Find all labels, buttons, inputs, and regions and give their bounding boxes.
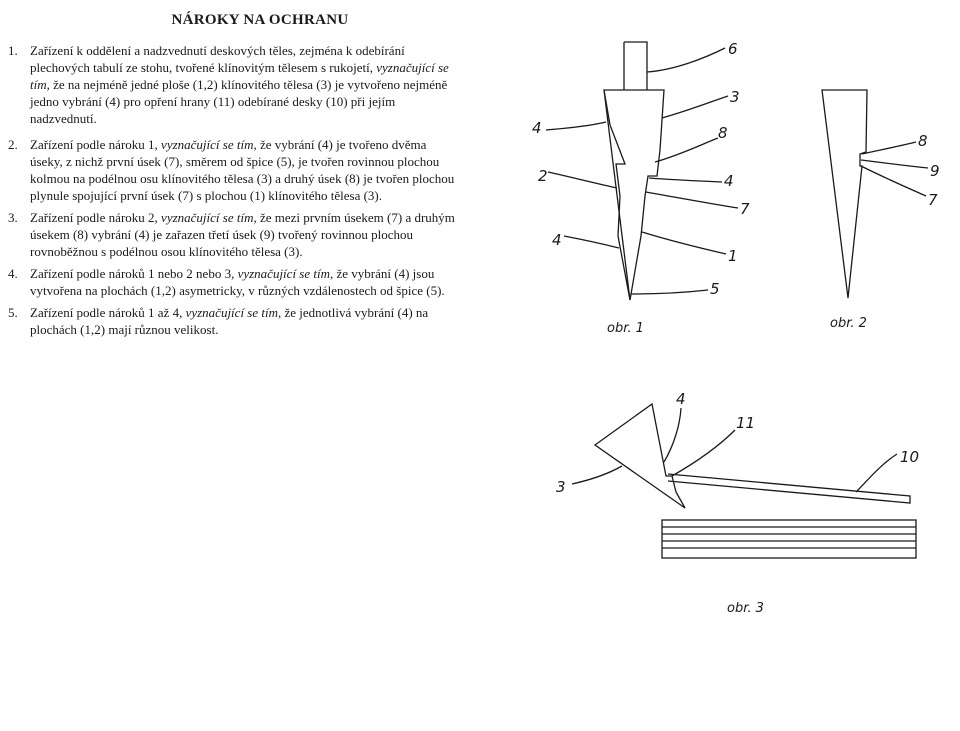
claim-number: 5.	[8, 305, 18, 320]
fig1-leader-8	[655, 138, 718, 162]
figure-3	[556, 390, 919, 616]
fig2-leader-8	[862, 142, 916, 154]
fig1-leader-5	[631, 290, 708, 294]
fig3-ref-3: 3	[556, 478, 566, 496]
fig1-leader-1	[642, 232, 726, 254]
fig1-wedge-edge	[604, 90, 630, 300]
fig1-leader-6	[647, 48, 725, 72]
claim-text: , že vybrání (4) je tvořeno dvěma úseky, z nichž první úsek (7), směrem od špice (5), je tvořen rovinnou plochou kolmou na podélnou osu klínovitého tělesa (3) a druhý úsek (8) je tvořen plochou plynule spojující první úsek (7) s plochou (1) klínovitého tělesa (3).	[30, 137, 455, 203]
claim-number: 4.	[8, 266, 18, 281]
fig3-leader-11	[672, 430, 735, 476]
claim-characterizing-phrase: vyznačující se tím	[161, 210, 254, 225]
fig3-leader-3	[572, 466, 622, 484]
claim-text: Zařízení k oddělení a nadzvednutí deskových těles, zejména k odebírání plechových tabulí ze stohu, tvořené klínovitým tělesem s rukojetí,	[30, 43, 405, 75]
fig1-ref-4c: 4	[552, 231, 562, 249]
claim-text: , že na nejméně jedné ploše (1,2) klínovitého tělesa (3) je vytvořeno nejméně jedno vybrání (4) pro opření hrany (11) odebírané desky (10) při jejím nadzvednutí.	[30, 77, 448, 126]
claim-text: Zařízení podle nároku 1,	[30, 137, 162, 152]
claim-text: Zařízení podle nároků 1 nebo 2 nebo 3,	[30, 266, 238, 281]
fig3-ref-4: 4	[676, 390, 686, 408]
fig2-wedge	[822, 90, 867, 298]
fig2-ref-7: 7	[928, 191, 938, 209]
claim-text: , že vybrání (4) jsou vytvořena na plochách (1,2) asymetricky, v různých vzdálenostech od špice (5).	[30, 266, 445, 298]
page-title: NÁROKY NA OCHRANU	[171, 12, 349, 28]
fig1-wedge-body	[604, 90, 664, 300]
fig2-leader-7	[861, 166, 926, 196]
fig1-ref-4a: 4	[532, 119, 542, 137]
fig3-wedge-tool	[595, 404, 685, 508]
fig3-leader-4	[664, 408, 681, 462]
fig1-leader-7	[646, 192, 738, 208]
fig1-ref-8: 8	[718, 124, 728, 142]
fig1-ref-3: 3	[730, 88, 740, 106]
fig1-leader-4b	[649, 178, 722, 182]
claim-characterizing-phrase: vyznačující se tím	[185, 305, 278, 320]
fig1-leader-4a	[546, 122, 606, 130]
claim-characterizing-phrase: vyznačující se tím	[237, 266, 330, 281]
fig2-ref-8: 8	[918, 132, 928, 150]
fig1-caption: obr. 1	[607, 321, 644, 336]
fig2-ref-9: 9	[930, 162, 940, 180]
fig1-ref-4b: 4	[724, 172, 734, 190]
claim-number: 1.	[8, 43, 18, 58]
figure-2	[822, 90, 940, 331]
claim-number: 2.	[8, 137, 18, 152]
fig1-ref-2: 2	[538, 167, 548, 185]
claim-text: , že jednotlivá vybrání (4) na plochách (1,2) mají různou velikost.	[30, 305, 429, 337]
figure-1	[532, 40, 750, 336]
fig3-leader-10	[856, 454, 897, 492]
claim-text: Zařízení podle nároků 1 až 4,	[30, 305, 186, 320]
fig1-ref-7: 7	[740, 200, 750, 218]
fig3-ref-10: 10	[900, 448, 920, 466]
fig2-caption: obr. 2	[830, 316, 867, 331]
fig2-leader-9	[861, 160, 928, 168]
fig3-lifted-plate	[668, 474, 910, 503]
claim-text: Zařízení podle nároku 2,	[30, 210, 162, 225]
claim-characterizing-phrase: vyznačující se tím	[161, 137, 254, 152]
fig1-leader-4c	[564, 236, 619, 248]
claim-text: , že mezi prvním úsekem (7) a druhým úsekem (8) vybrání (4) je zařazen třetí úsek (9) tvořený rovinnou plochou rovnoběžnou s podélnou osou klínovitého tělesa (3).	[30, 210, 455, 259]
fig1-leader-2	[548, 172, 617, 188]
claim-number: 3.	[8, 210, 18, 225]
claim-characterizing-phrase: vyznačující se tím	[30, 60, 449, 92]
fig3-ref-11: 11	[736, 414, 756, 432]
fig1-leader-3	[662, 96, 728, 118]
fig3-plate-stack	[662, 520, 916, 558]
fig1-ref-1: 1	[728, 247, 738, 265]
fig1-handle	[624, 42, 647, 90]
fig1-ref-6: 6	[728, 40, 738, 58]
fig1-ref-5: 5	[710, 280, 720, 298]
fig3-caption: obr. 3	[727, 601, 764, 616]
